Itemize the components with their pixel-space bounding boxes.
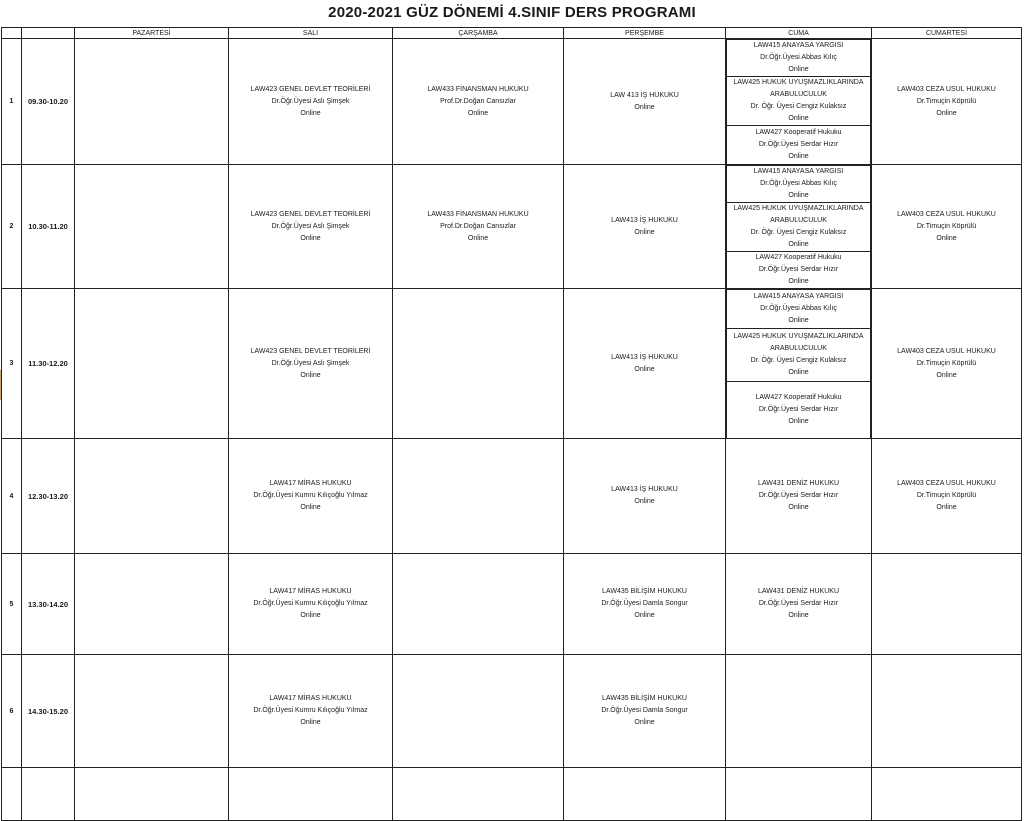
cell-sali [229,768,393,821]
class-mode: Online [300,109,321,117]
course-name: LAW435 BİLİŞİM HUKUKU [602,695,687,702]
class-mode: Online [788,317,809,324]
course-name: LAW423 GENEL DEVLET TEORİLERİ [250,210,371,218]
slot-number: 5 [2,554,22,655]
slot-row [2,554,1022,655]
slot-row [2,655,1022,768]
class-mode: Online [788,612,809,619]
teacher-name: Dr.Öğr.Üyesi Serdar Hızır [758,406,839,413]
parallel-class-cell [727,203,871,252]
class-entry [564,215,725,239]
class-entry [872,478,1021,514]
slot-time: 10.30-11.20 [22,165,75,289]
header-day-carsamba: ÇARŞAMBA [393,28,564,39]
teacher-name: Dr.Öğr.Üyesi Kumru Kılıçoğlu Yılmaz [253,707,368,714]
teacher-name: Dr.Timuçin Köprülü [916,492,977,499]
course-name: LAW433 FİNANSMAN HUKUKU [427,210,529,218]
parallel-class-cell [727,166,871,203]
course-name: LAW403 CEZA USUL HUKUKU [897,347,996,355]
slot-time: 11.30-12.20 [22,289,75,439]
class-mode: Online [300,234,321,242]
cell-carsamba [393,289,564,439]
class-mode: Online [467,234,489,242]
cell-persembe [564,289,726,439]
class-entry [564,90,725,114]
class-mode: Online [300,719,321,726]
class-entry [727,166,870,202]
cell-pazartesi [75,655,229,768]
class-mode: Online [788,66,809,73]
teacher-name: Dr.Öğr.Üyesi Serdar Hızır [758,141,839,148]
class-mode: Online [788,418,809,425]
cell-cuma [726,39,872,165]
cell-sali [229,439,393,554]
cell-sali [229,289,393,439]
course-name: LAW403 CEZA USUL HUKUKU [897,210,996,218]
cell-cuma [726,289,872,439]
slot-time: 12.30-13.20 [22,439,75,554]
course-name: LAW415 ANAYASA YARGISI [753,168,844,175]
course-name: LAW413 İŞ HUKUKU [611,353,678,361]
class-mode: Online [634,228,655,236]
class-mode: Online [634,719,655,726]
slot-number: 1 [2,39,22,165]
teacher-name: Dr.Öğr.Üyesi Serdar Hızır [758,266,839,273]
cell-pazartesi [75,165,229,289]
cell-cuma [726,554,872,655]
course-name: LAW413 İŞ HUKUKU [611,216,678,224]
class-entry [726,586,871,622]
cell-cuma [726,655,872,768]
course-name: LAW 413 İŞ HUKUKU [610,91,679,99]
parallel-class-cell [727,290,871,329]
teacher-name: Dr.Timuçin Köprülü [916,359,977,367]
class-mode: Online [788,192,809,199]
teacher-name: Dr.Öğr.Üyesi Kumru Kılıçoğlu Yılmaz [253,600,368,607]
teacher-name: Dr.Öğr.Üyesi Aslı Şimşek [271,359,350,367]
class-mode: Online [634,612,655,619]
class-entry [872,209,1021,245]
course-name: LAW431 DENİZ HUKUKU [757,480,840,487]
class-entry [727,291,870,327]
class-entry [727,392,870,428]
teacher-name: Dr.Öğr.Üyesi Damla Songur [601,707,688,714]
parallel-classes [726,39,871,164]
cell-persembe [564,655,726,768]
course-name: LAW417 MİRAS HUKUKU [269,695,352,702]
teacher-name: Dr.Öğr.Üyesi Serdar Hızır [758,600,839,607]
slot-row [2,439,1022,554]
cell-persembe [564,165,726,289]
slot-number: 3 [2,289,22,439]
teacher-name: Dr.Timuçin Köprülü [916,97,977,105]
course-name: LAW403 CEZA USUL HUKUKU [897,85,996,93]
class-mode: Online [936,109,957,117]
parallel-class-cell [727,126,871,165]
course-name: LAW423 GENEL DEVLET TEORİLERİ [250,85,371,93]
cell-cumartesi [872,768,1022,821]
course-name: LAW417 MİRAS HUKUKU [269,480,352,487]
class-entry [564,352,725,376]
teacher-name: Dr.Öğr.Üyesi Abbas Kılıç [760,54,837,61]
slot-time: 14.30-15.20 [22,655,75,768]
class-entry [229,84,392,120]
course-name: LAW427 Kooperatif Hukuku [755,394,842,401]
teacher-name: Dr.Öğr.Üyesi Abbas Kılıç [760,180,837,187]
class-entry [872,346,1021,382]
cell-cuma [726,439,872,554]
header-day-cuma: CUMA [726,28,872,39]
class-mode: Online [788,369,809,376]
class-mode: Online [300,371,321,379]
schedule-table [1,27,1022,821]
cell-cumartesi [872,554,1022,655]
course-name: LAW403 CEZA USUL HUKUKU [897,480,996,487]
class-mode: Online [788,278,809,285]
cell-cumartesi [872,655,1022,768]
course-name: LAW417 MİRAS HUKUKU [269,588,352,595]
course-name: LAW423 GENEL DEVLET TEORİLERİ [250,347,371,355]
class-mode: Online [300,504,321,511]
cell-cumartesi [872,289,1022,439]
teacher-name: Dr.Öğr.Üyesi Serdar Hızır [758,492,839,499]
cell-sali [229,655,393,768]
slot-row [2,289,1022,439]
class-entry [229,346,392,382]
class-entry [727,331,870,379]
slot-time: 09.30-10.20 [22,39,75,165]
cell-persembe [564,439,726,554]
slot-time [22,768,75,821]
course-name: LAW425 HUKUK UYUŞMAZLIKLARINDA ARABULUCULUK [733,333,864,352]
class-entry [229,209,392,245]
course-name: LAW415 ANAYASA YARGISI [753,293,844,300]
cell-pazartesi [75,554,229,655]
slot-row [2,39,1022,165]
class-mode: Online [467,109,489,117]
course-name: LAW427 Kooperatif Hukuku [755,254,842,261]
slot-number [2,768,22,821]
cell-pazartesi [75,768,229,821]
class-entry [727,203,870,251]
cell-carsamba [393,165,564,289]
cell-cuma [726,768,872,821]
header-day-sali: SALI [229,28,393,39]
course-name: LAW413 İŞ HUKUKU [611,486,678,493]
course-name: LAW431 DENİZ HUKUKU [757,588,840,595]
cell-carsamba [393,768,564,821]
cell-cumartesi [872,439,1022,554]
teacher-name: Prof.Dr.Doğan Cansızlar [440,222,516,230]
course-name: LAW433 FİNANSMAN HUKUKU [427,85,529,93]
parallel-class-cell [727,77,871,126]
cell-cuma [726,165,872,289]
header-num [2,28,22,39]
cell-carsamba [393,655,564,768]
course-name: LAW425 HUKUK UYUŞMAZLIKLARINDA ARABULUCULUK [733,205,864,224]
slot-row [2,768,1022,821]
parallel-classes [726,165,871,288]
course-name: LAW415 ANAYASA YARGISI [753,42,844,49]
course-name: LAW425 HUKUK UYUŞMAZLIKLARINDA ARABULUCULUK [733,79,864,98]
cell-cumartesi [872,39,1022,165]
class-mode: Online [788,504,809,511]
cell-sali [229,165,393,289]
class-entry [727,77,870,125]
cell-sali [229,554,393,655]
slot-number: 2 [2,165,22,289]
slot-number: 6 [2,655,22,768]
class-entry [564,586,725,622]
class-entry [727,252,870,288]
header-row [2,28,1022,39]
teacher-name: Dr.Öğr.Üyesi Aslı Şimşek [271,97,350,105]
class-mode: Online [936,504,957,511]
header-day-pazartesi: PAZARTESİ [75,28,229,39]
teacher-name: Prof.Dr.Doğan Cansızlar [440,97,516,105]
class-entry [726,478,871,514]
parallel-class-cell [727,382,871,439]
course-name: LAW427 Kooperatif Hukuku [755,129,842,136]
class-mode: Online [634,498,655,505]
cell-carsamba [393,439,564,554]
teacher-name: Dr.Öğr.Üyesi Damla Songur [601,600,688,607]
header-time [22,28,75,39]
parallel-class-cell [727,40,871,77]
header-day-cumartesi: CUMARTESİ [872,28,1022,39]
header-day-persembe: PERŞEMBE [564,28,726,39]
cell-persembe [564,554,726,655]
parallel-class-cell [727,329,871,382]
cell-persembe [564,768,726,821]
class-entry [229,478,392,514]
slot-time: 13.30-14.20 [22,554,75,655]
class-mode: Online [300,612,321,619]
cell-pazartesi [75,39,229,165]
cell-carsamba [393,39,564,165]
teacher-name: Dr. Öğr. Üyesi Cengiz Kulaksız [750,103,847,110]
page-title: 2020-2021 GÜZ DÖNEMİ 4.SINIF DERS PROGRAMI [328,4,696,21]
slot-number: 4 [2,439,22,554]
course-name: LAW435 BİLİŞİM HUKUKU [602,588,687,595]
parallel-class-cell [727,252,871,289]
cell-cumartesi [872,165,1022,289]
teacher-name: Dr. Öğr. Üyesi Cengiz Kulaksız [750,229,847,236]
class-entry [229,586,392,622]
class-entry [229,693,392,729]
class-entry [393,84,563,120]
cell-pazartesi [75,439,229,554]
class-mode: Online [634,365,655,373]
teacher-name: Dr. Öğr. Üyesi Cengiz Kulaksız [750,357,847,364]
class-entry [393,209,563,245]
class-mode: Online [788,241,809,248]
parallel-classes [726,289,871,438]
class-entry [564,484,725,508]
teacher-name: Dr.Öğr.Üyesi Aslı Şimşek [271,222,350,230]
class-entry [727,40,870,76]
cell-pazartesi [75,289,229,439]
teacher-name: Dr.Timuçin Köprülü [916,222,977,230]
class-mode: Online [788,153,809,160]
slot-row [2,165,1022,289]
class-entry [564,693,725,729]
class-mode: Online [936,371,957,379]
cell-persembe [564,39,726,165]
teacher-name: Dr.Öğr.Üyesi Kumru Kılıçoğlu Yılmaz [253,492,368,499]
class-mode: Online [634,103,655,111]
class-entry [872,84,1021,120]
cell-sali [229,39,393,165]
class-mode: Online [936,234,957,242]
class-mode: Online [788,115,809,122]
cell-carsamba [393,554,564,655]
class-entry [727,127,870,163]
teacher-name: Dr.Öğr.Üyesi Abbas Kılıç [760,305,837,312]
